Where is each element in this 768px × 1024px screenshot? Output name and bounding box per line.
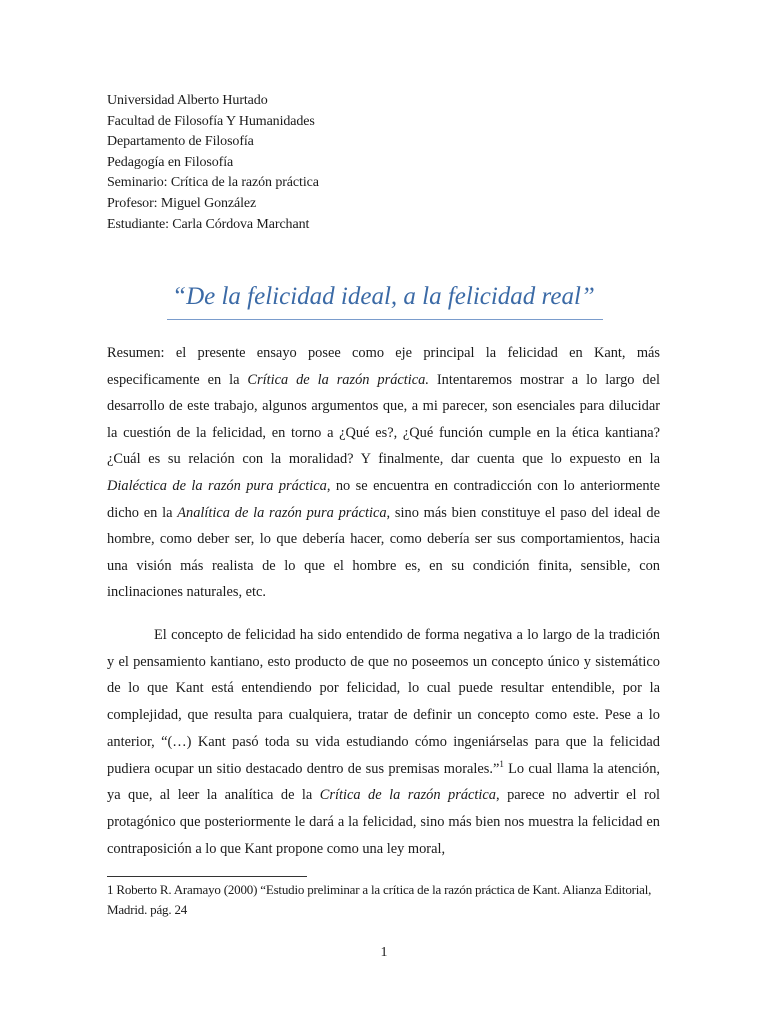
abstract-text-1: Resumen: el presente ensayo posee como eje principal la felicidad en Kant, más especificamente en la [107, 345, 660, 388]
footnote-separator [107, 876, 307, 877]
abstract-text-4: , sino más bien constituye el paso del ideal de hombre, como deber ser, lo que debería hacer, como debería ser sus comportamientos, hacia una visión más realista de lo que el hombre es, en su condición finita, sensible, con inclinaciones naturales, etc. [107, 504, 661, 601]
header-program: Pedagogía en Filosofía [107, 154, 234, 170]
essay-title: “De la felicidad ideal, a la felicidad real” [172, 283, 595, 310]
page-number: 1 [380, 945, 388, 960]
body-text-3: , parece no advertir el rol protagónico que posteriormente le dará a la felicidad, sino más bien nos muestra la felicidad en contraposición a lo que Kant propone como una ley moral, [107, 787, 661, 857]
header-faculty: Facultad de Filosofía Y Humanidades [107, 113, 315, 129]
header-block [107, 91, 667, 235]
header-professor: Profesor: Miguel González [107, 195, 257, 211]
body-text-2: Lo cual llama la atención, ya que, al leer la analítica de la [107, 760, 660, 804]
header-seminar: Seminario: Crítica de la razón práctica [107, 175, 319, 191]
footnote-text: 1 Roberto R. Aramayo (2000) “Estudio preliminar a la crítica de la razón práctica de Kant. Alianza Editorial, Madrid. pág. 24 [107, 882, 652, 917]
abstract-italic-1: Crítica de la razón práctica. [247, 371, 429, 388]
abstract-paragraph [107, 340, 660, 606]
body-italic-1: Crítica de la razón práctica [319, 787, 496, 804]
header-department: Departamento de Filosofía [107, 134, 254, 150]
title-underline [167, 319, 603, 320]
abstract-italic-2: Dialéctica de la razón pura práctica [107, 477, 327, 494]
body-paragraph [107, 622, 660, 862]
header-university: Universidad Alberto Hurtado [107, 93, 268, 108]
abstract-text-2: Intentaremos mostrar a lo largo del desarrollo de este trabajo, algunos argumentos que, a mi parecer, son esenciales para dilucidar la cuestión de la felicidad, en torno a ¿Qué es?, ¿Qué función cumple en la ética kantiana? ¿Cuál es su relación con la moralidad? Y finalmente, dar cuenta que lo expuesto en la [107, 371, 661, 468]
abstract-text-3: , no se encuentra en contradicción con lo anteriormente dicho en la [107, 477, 660, 521]
header-student: Estudiante: Carla Córdova Marchant [107, 216, 310, 232]
abstract-italic-3: Analítica de la razón pura práctica [177, 504, 387, 521]
footnote-reference[interactable]: 1 [499, 758, 504, 769]
body-text-1: El concepto de felicidad ha sido entendido de forma negativa a lo largo de la tradición y el pensamiento kantiano, esto producto de que no poseemos un concepto único y sistemático de lo que Kant está entendiendo por felicidad, lo cual puede resultar entendible, por la complejidad, que resulta para cualquiera, tratar de definir un concepto como este. Pese a lo anterior, “(…) Kant pasó toda su vida estudiando cómo ingeniárselas para que la felicidad pudiera ocupar un sitio destacado dentro de sus premisas morales.” [107, 627, 660, 777]
